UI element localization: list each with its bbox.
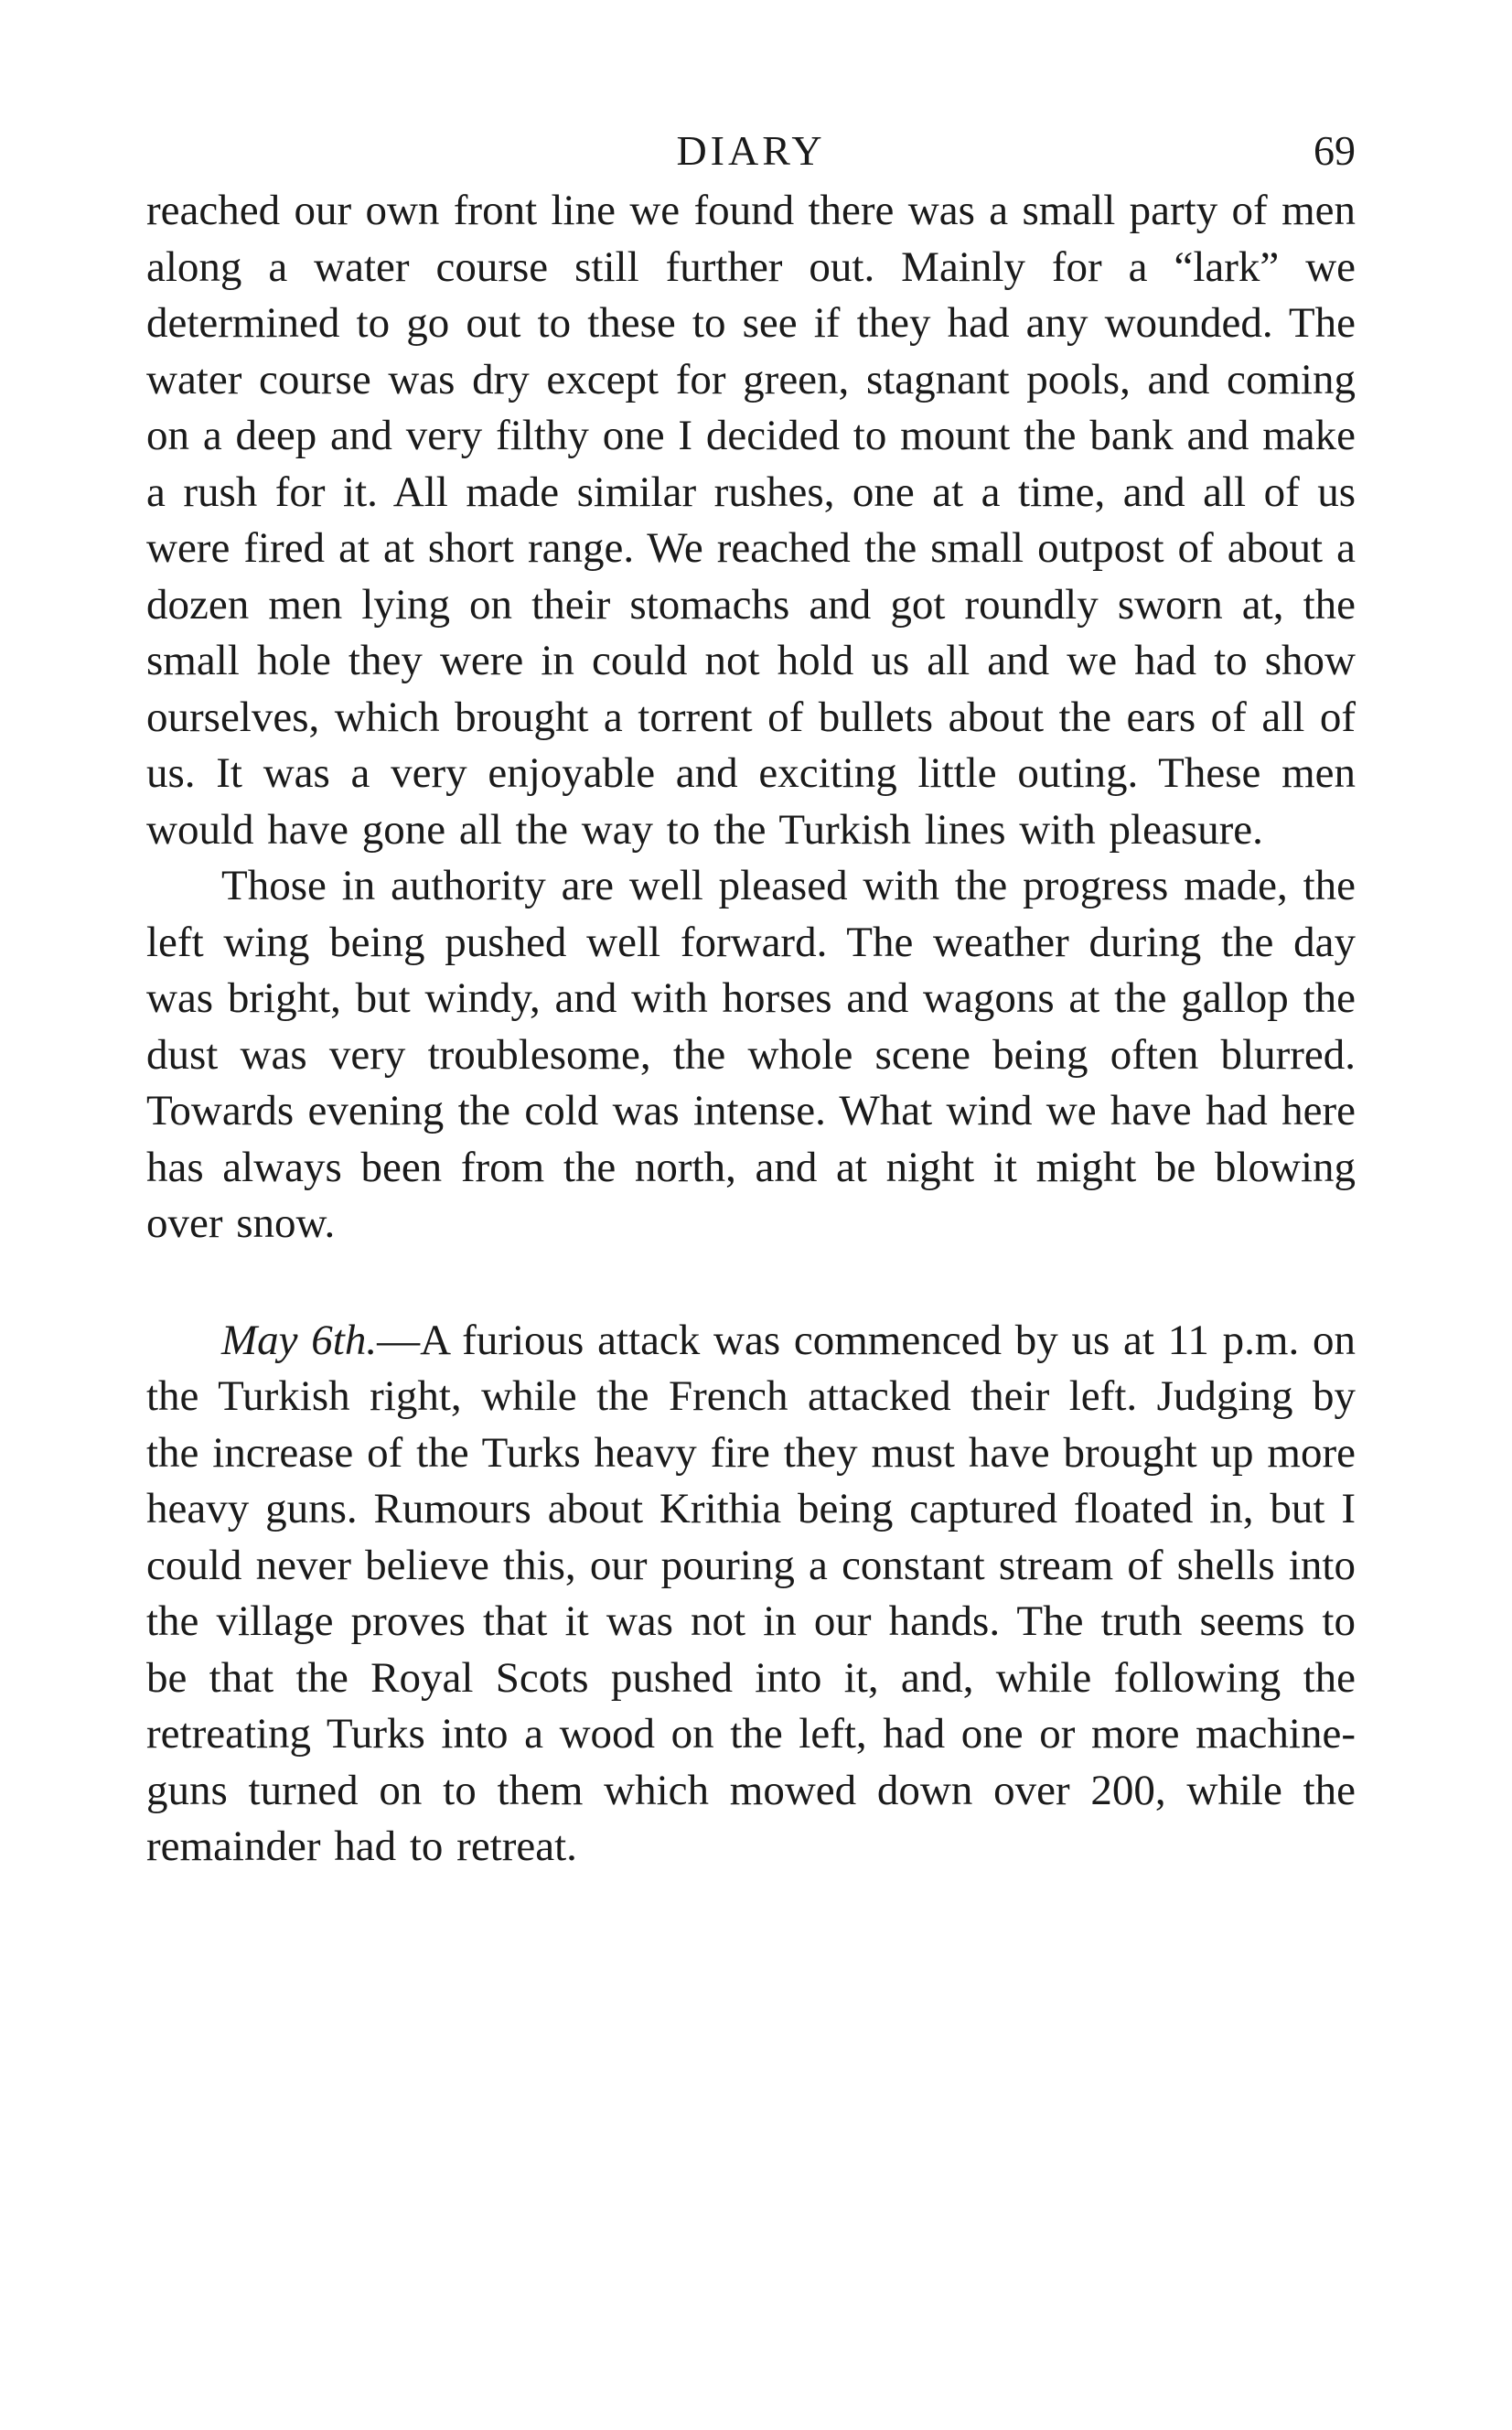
running-head: DIARY	[676, 127, 826, 174]
paragraph-progress-weather: Those in authority are well pleased with the progress made, the left wing being pushed well forward. The weather during the day was bright, but windy, and with horses and wagons at the gallop the dust was very troublesome, the whole scene being often blurred. Towards evening the cold was intense. What wind we have had here has always been from the north, and at night it might be blowing over snow.	[146, 862, 1356, 1247]
body-text	[146, 183, 1356, 1876]
diary-entry-may-6	[146, 1313, 1356, 1876]
page-header	[146, 119, 1356, 183]
paragraph-outpost-rush: reached our own front line we found there was a small party of men along a water course still further out. Mainly for a “lark” we determined to go out to these to see if they had any wounded. The water course was dry except for green, stagnant pools, and coming on a deep and very filthy one I decided to mount the bank and make a rush for it. All made similar rushes, one at a time, and all of us were fired at at short range. We reached the small outpost of about a dozen men lying on their stomachs and got roundly sworn at, the small hole they were in could not hold us all and we had to show ourselves, which brought a torrent of bullets about the ears of all of us. It was a very enjoyable and exciting little outing. These men would have gone all the way to the Turkish lines with pleasure.	[146, 187, 1356, 854]
book-page	[146, 119, 1356, 1876]
entry-text: —A furious attack was commenced by us at 11 p.m. on the Turkish right, while the French attacked their left. Judging by the increase of the Turks heavy fire they must have brought up more heavy guns. Rumours about Krithia being captured floated in, but I could never believe this, our pouring a constant stream of shells into the village proves that it was not in our hands. The truth seems to be that the Royal Scots pushed into it, and, while following the retreating Turks into a wood on the left, had one or more machine-guns turned on to them which mowed down over 200, while the remainder had to retreat.	[146, 1316, 1356, 1870]
entry-date: May 6th.	[221, 1316, 378, 1364]
page-number: 69	[1314, 127, 1356, 174]
